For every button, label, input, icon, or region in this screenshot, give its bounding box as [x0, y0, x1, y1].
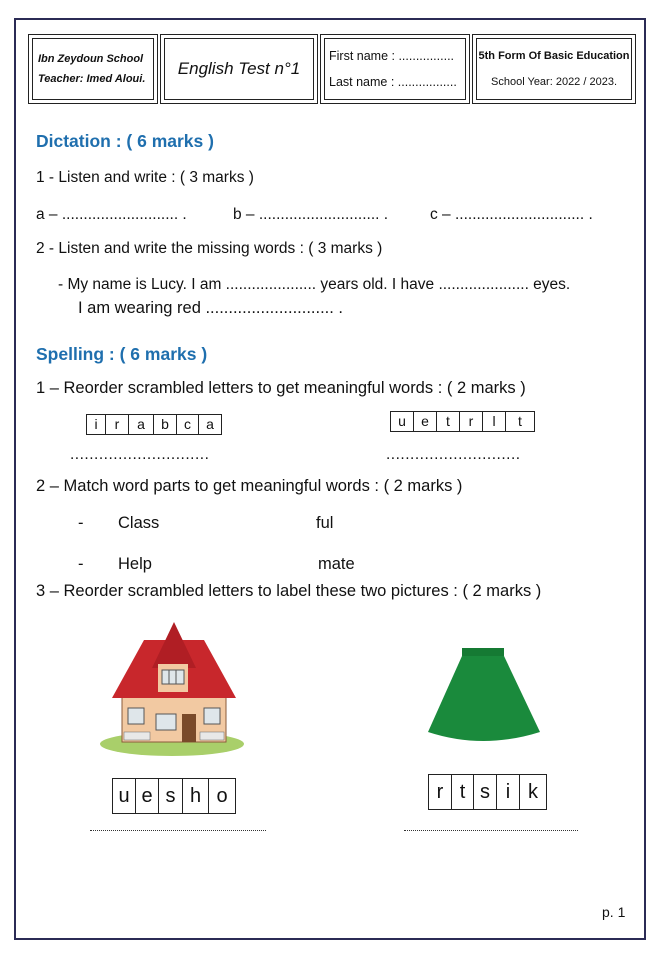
dictation-q1: 1 - Listen and write : ( 3 marks ) [36, 169, 254, 186]
match-bullet: - [78, 514, 84, 532]
spelling-q1-answer-1[interactable]: ............................. [70, 446, 210, 463]
letter-box: h [182, 779, 208, 813]
letter-box: r [459, 412, 482, 431]
house-picture [100, 620, 250, 760]
header-table [28, 34, 636, 104]
letter-box: s [473, 775, 496, 809]
letter-box: c [176, 415, 198, 434]
match-right-1: ful [316, 514, 334, 532]
letter-box: o [208, 779, 235, 813]
dictation-q2: 2 - Listen and write the missing words : ( 3 marks ) [36, 240, 383, 257]
match-left-1: Class [118, 514, 160, 532]
letter-box: l [482, 412, 505, 431]
letter-box: a [198, 415, 221, 434]
dictation-q2-line2[interactable]: I am wearing red ............................ . [78, 299, 343, 317]
scrambled-word-1 [86, 414, 222, 435]
letter-box: e [135, 779, 158, 813]
student-name-cell [320, 34, 470, 104]
letter-box: i [496, 775, 519, 809]
picture-1-answer-line[interactable] [90, 830, 266, 831]
match-right-2: mate [318, 555, 355, 573]
letter-box: e [413, 412, 436, 431]
letter-box: r [436, 781, 444, 803]
letter-box: a [128, 415, 153, 434]
teacher-name: Teacher: Imed Aloui. [38, 73, 146, 85]
spelling-q1: 1 – Reorder scrambled letters to get meaningful words : ( 2 marks ) [36, 379, 526, 397]
picture-2-letters [428, 774, 547, 810]
letter-box: t [436, 412, 459, 431]
spelling-q2: 2 – Match word parts to get meaningful words : ( 2 marks ) [36, 477, 463, 495]
letter-box: k [519, 775, 546, 809]
letter-box: u [398, 413, 406, 429]
scrambled-word-2 [390, 411, 535, 432]
letter-box: t [451, 775, 473, 809]
spelling-q1-answer-2[interactable]: ............................ [386, 446, 521, 463]
school-year: School Year: 2022 / 2023. [491, 76, 617, 88]
letter-box: t [505, 412, 534, 431]
class-info-cell [472, 34, 636, 104]
picture-2-answer-line[interactable] [404, 830, 578, 831]
skirt-picture [426, 646, 542, 746]
dictation-title: Dictation : ( 6 marks ) [36, 131, 214, 151]
page-number: p. 1 [602, 904, 626, 920]
letter-box: r [105, 415, 128, 434]
letter-box: b [153, 415, 176, 434]
letter-box: s [158, 779, 182, 813]
spelling-title: Spelling : ( 6 marks ) [36, 344, 208, 364]
dictation-q1-b[interactable]: b – ............................ . [233, 206, 389, 223]
letter-box: u [118, 785, 130, 807]
letter-box: i [94, 416, 98, 432]
dictation-q2-line1[interactable]: - My name is Lucy. I am ..................... years old. I have ..................... eyes. [58, 276, 571, 293]
school-name: Ibn Zeydoun School [38, 53, 144, 65]
spelling-q3: 3 – Reorder scrambled letters to label these two pictures : ( 2 marks ) [36, 582, 542, 600]
school-info-cell [28, 34, 158, 104]
form-level: 5th Form Of Basic Education [478, 50, 630, 62]
first-name-field[interactable]: First name : ................ [329, 49, 455, 63]
picture-1-letters [112, 778, 236, 814]
match-bullet: - [78, 555, 84, 573]
dictation-q1-a[interactable]: a – ........................... . [36, 206, 187, 223]
test-title: English Test n°1 [177, 59, 301, 78]
test-title-cell [160, 34, 318, 104]
match-left-2: Help [118, 555, 152, 573]
last-name-field[interactable]: Last name : ................. [329, 75, 457, 89]
dictation-q1-c[interactable]: c – .............................. . [430, 206, 593, 223]
